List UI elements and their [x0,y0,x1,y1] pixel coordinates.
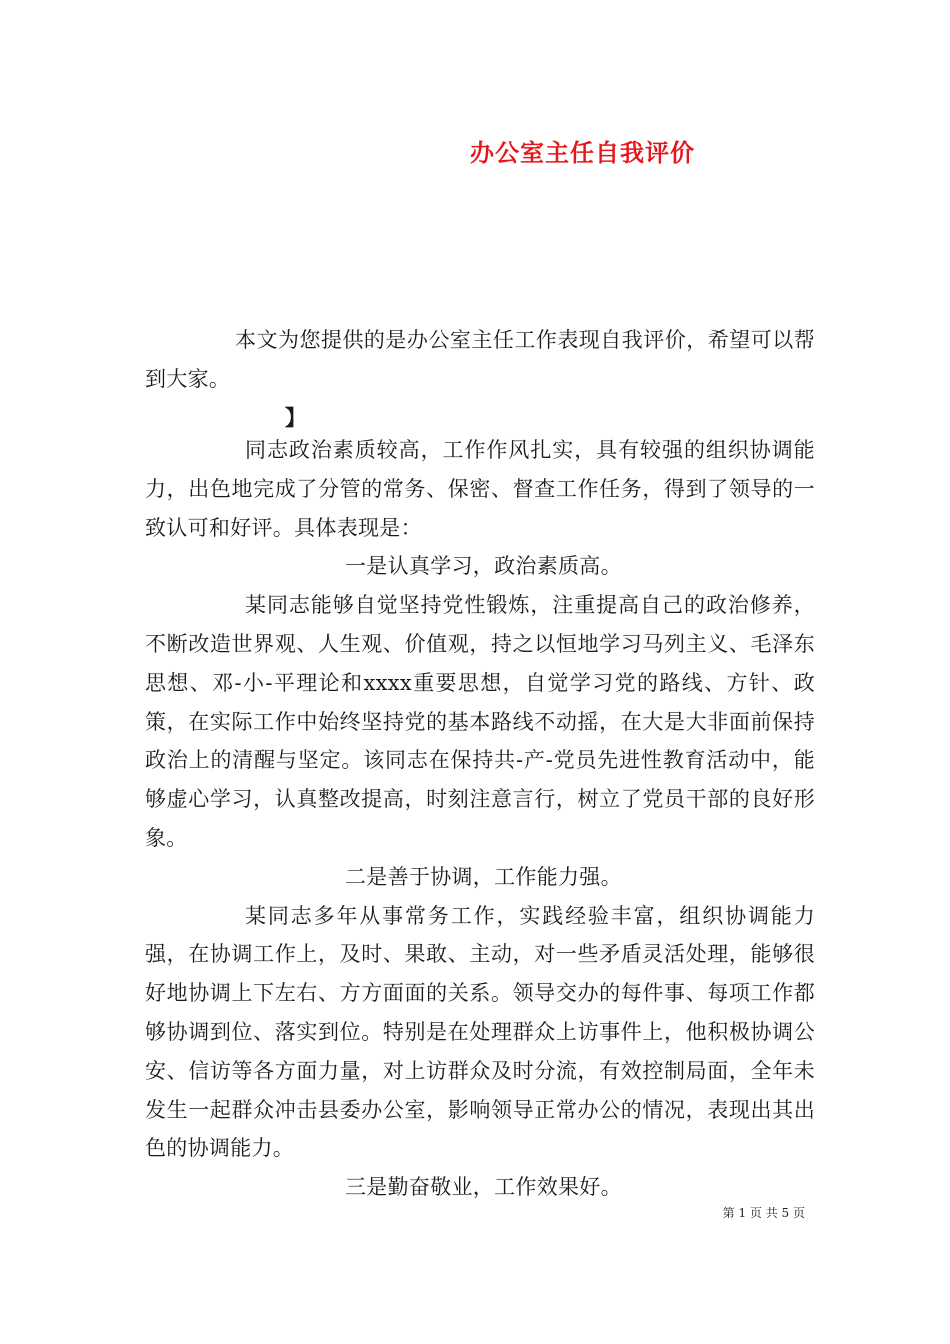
page-number-footer: 第 1 页 共 5 页 [722,1206,805,1220]
intro-paragraph: 本文为您提供的是办公室主任工作表现自我评价，希望可以帮到大家。 [145,328,815,391]
heading-point-two: 二是善于协调，工作能力强。 [345,864,622,889]
heading-point-one: 一是认真学习，政治素质高。 [345,554,622,579]
paragraph-coordination: 某同志多年从事常务工作，实践经验丰富，组织协调能力强，在协调工作上，及时、果敢、主动，对一些矛盾灵活处理，能够很好地协调上下左右、方方面面的关系。领导交办的每件事、每项工作都够协调到位、落实到位。特别是在处理群众上访事件上，他积极协调公安、信访等各方面力量，对上访群众及时分流，有效控制局面，全年未发生一起群众冲击县委办公室，影响领导正常办公的情况，表现出其出色的协调能力。 [145,903,815,1161]
paragraph-summary: 同志政治素质较高，工作作风扎实，具有较强的组织协调能力，出色地完成了分管的常务、保密、督查工作任务，得到了领导的一致认可和好评。具体表现是： [145,438,815,540]
heading-point-three: 三是勤奋敬业，工作效果好。 [345,1175,622,1200]
document-title: 办公室主任自我评价 [470,138,695,167]
paragraph-study: 某同志能够自觉坚持党性锻炼，注重提高自己的政治修养，不断改造世界观、人生观、价值观，持之以恒地学习马列主义、毛泽东思想、邓-小-平理论和xxxx重要思想，自觉学习党的路线、方针、政策，在实际工作中始终坚持党的基本路线不动摇，在大是大非面前保持政治上的清醒与坚定。该同志在保持共-产-党员先进性教育活动中，能够虚心学习，认真整改提高，时刻注意言行，树立了党员干部的良好形象。 [145,593,815,850]
main-content [145,431,815,1207]
bracket-mark: 】 [285,405,307,430]
